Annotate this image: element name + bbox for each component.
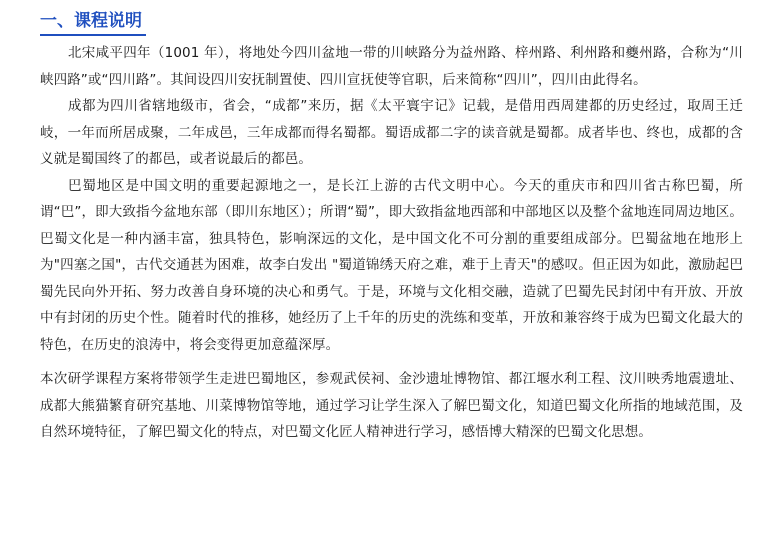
paragraph-name-origin: 北宋咸平四年（1001 年），将地处今四川盆地一带的川峡路分为益州路、梓州路、利州路和夔州路，合称为“川峡四路”或“四川路”。其间设四川安抚制置使、四川宣抚使等官职，后来简称“四川”，四川由此得名。 [40, 45, 743, 88]
section-heading: 一、课程说明 [40, 8, 146, 36]
paragraph-bashu-culture: 巴蜀地区是中国文明的重要起源地之一，是长江上游的古代文明中心。今天的重庆市和四川省古称巴蜀，所谓“巴”，即大致指今盆地东部（即川东地区）；所谓“蜀”，即大致指盆地西部和中部地区以及整个盆地连同周边地区。巴蜀文化是一种内涵丰富，独具特色，影响深远的文化，是中国文化不可分割的重要组成部分。巴蜀盆地在地形上为"四塞之国"，古代交通甚为困难，故李白发出 "蜀道锦绣天府之难，难于上青天"的感叹。但正因为如此，激励起巴蜀先民向外开拓、努力改善自身环境的决心和勇气。于是，环境与文化相交融，造就了巴蜀先民封闭中有开放、开放中有封闭的历史个性。随着时代的推移，她经历了上千年的历史的洗练和变革，开放和兼容终于成为巴蜀文化最大的特色，在历史的浪涛中，将会变得更加意蕴深厚。 [40, 177, 743, 353]
paragraph-course-plan: 本次研学课程方案将带领学生走进巴蜀地区，参观武侯祠、金沙遗址博物馆、都江堰水利工程、汶川映秀地震遗址、成都大熊猫繁育研究基地、川菜博物馆等地，通过学习让学生深入了解巴蜀文化，知道巴蜀文化所指的地域范围，及自然环境特征，了解巴蜀文化的特点，对巴蜀文化匠人精神进行学习，感悟博大精深的巴蜀文化思想。 [40, 371, 743, 440]
paragraph-chengdu-origin: 成都为四川省辖地级市，省会，“成都”来历，据《太平寰宇记》记载，是借用西周建都的历史经过，取周王迁岐，一年而所居成聚，二年成邑，三年成都而得名蜀都。蜀语成都二字的读音就是蜀都。成者毕也、终也，成都的含义就是蜀国终了的都邑，或者说最后的都邑。 [40, 98, 743, 167]
